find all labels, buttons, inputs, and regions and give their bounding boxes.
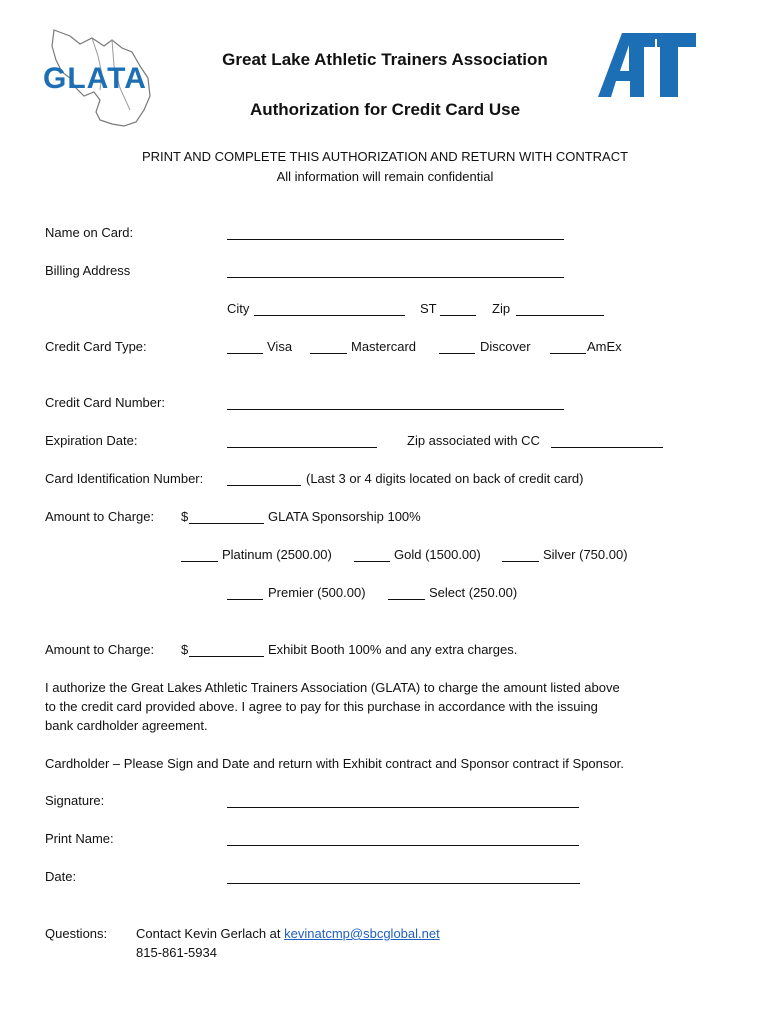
dollar-sign: $ xyxy=(181,509,189,524)
zip-field[interactable] xyxy=(516,315,604,316)
amex-checkbox[interactable] xyxy=(550,353,586,354)
visa-label: Visa xyxy=(267,339,293,354)
instruction-text: PRINT AND COMPLETE THIS AUTHORIZATION AND RETURN WITH CONTRACT xyxy=(141,149,629,164)
st-field[interactable] xyxy=(440,315,476,316)
gold-label: Gold (1500.00) xyxy=(394,547,481,562)
card-type-label: Credit Card Type: xyxy=(45,339,147,354)
authorization-line-1: I authorize the Great Lakes Athletic Trainers Association (GLATA) to charge the amount listed above xyxy=(45,680,620,695)
print-name-field[interactable] xyxy=(227,845,579,846)
date-label: Date: xyxy=(45,869,77,884)
visa-checkbox[interactable] xyxy=(227,353,263,354)
platinum-checkbox[interactable] xyxy=(181,561,218,562)
discover-checkbox[interactable] xyxy=(439,353,475,354)
amex-label: AmEx xyxy=(587,339,622,354)
org-name: Great Lake Athletic Trainers Association xyxy=(222,50,548,69)
contact-text xyxy=(136,926,440,942)
discover-label: Discover xyxy=(480,339,531,354)
zip-label: Zip xyxy=(492,301,511,316)
city-field[interactable] xyxy=(254,315,405,316)
cid-note: (Last 3 or 4 digits located on back of credit card) xyxy=(306,471,584,486)
confidential-text: All information will remain confidential xyxy=(276,169,494,184)
signature-label: Signature: xyxy=(45,793,105,808)
premier-label: Premier (500.00) xyxy=(268,585,366,600)
dollar-sign: $ xyxy=(181,642,189,657)
platinum-label: Platinum (2500.00) xyxy=(222,547,332,562)
mastercard-label: Mastercard xyxy=(351,339,417,354)
amount-label-booth: Amount to Charge: xyxy=(45,642,155,657)
card-number-label: Credit Card Number: xyxy=(45,395,165,410)
authorization-line-2: to the credit card provided above. I agree to pay for this purchase in accordance with the issuing xyxy=(45,699,598,714)
billing-address-label: Billing Address xyxy=(45,263,131,278)
select-checkbox[interactable] xyxy=(388,599,425,600)
amount-label-sponsorship: Amount to Charge: xyxy=(45,509,155,524)
silver-label: Silver (750.00) xyxy=(543,547,628,562)
expiration-label: Expiration Date: xyxy=(45,433,138,448)
zip-cc-label: Zip associated with CC xyxy=(407,433,540,448)
phone-number: 815-861-5934 xyxy=(136,945,217,960)
city-label: City xyxy=(227,301,250,316)
cardholder-note: Cardholder – Please Sign and Date and return with Exhibit contract and Sponsor contract if Sponsor. xyxy=(45,756,624,771)
expiration-field[interactable] xyxy=(227,447,377,448)
name-on-card-label: Name on Card: xyxy=(45,225,134,240)
contact-prefix: Contact Kevin Gerlach at xyxy=(136,926,281,941)
questions-label: Questions: xyxy=(45,926,108,941)
authorization-line-3: bank cardholder agreement. xyxy=(45,718,208,733)
email-link[interactable]: kevinatcmp@sbcglobal.net xyxy=(284,926,440,941)
booth-label: Exhibit Booth 100% and any extra charges. xyxy=(268,642,518,657)
gold-checkbox[interactable] xyxy=(354,561,390,562)
cid-field[interactable] xyxy=(227,485,301,486)
card-number-field[interactable] xyxy=(227,409,564,410)
form-title: Authorization for Credit Card Use xyxy=(249,100,521,119)
zip-cc-field[interactable] xyxy=(551,447,663,448)
sponsorship-label: GLATA Sponsorship 100% xyxy=(268,509,421,524)
sponsorship-amount-field[interactable] xyxy=(189,523,264,524)
name-on-card-field[interactable] xyxy=(227,239,564,240)
st-label: ST xyxy=(420,301,437,316)
signature-field[interactable] xyxy=(227,807,579,808)
cid-label: Card Identification Number: xyxy=(45,471,204,486)
silver-checkbox[interactable] xyxy=(502,561,539,562)
print-name-label: Print Name: xyxy=(45,831,114,846)
billing-address-field[interactable] xyxy=(227,277,564,278)
select-label: Select (250.00) xyxy=(429,585,518,600)
date-field[interactable] xyxy=(227,883,580,884)
premier-checkbox[interactable] xyxy=(227,599,263,600)
mastercard-checkbox[interactable] xyxy=(310,353,347,354)
glata-logo-text: GLATA xyxy=(43,62,147,95)
booth-amount-field[interactable] xyxy=(189,656,264,657)
